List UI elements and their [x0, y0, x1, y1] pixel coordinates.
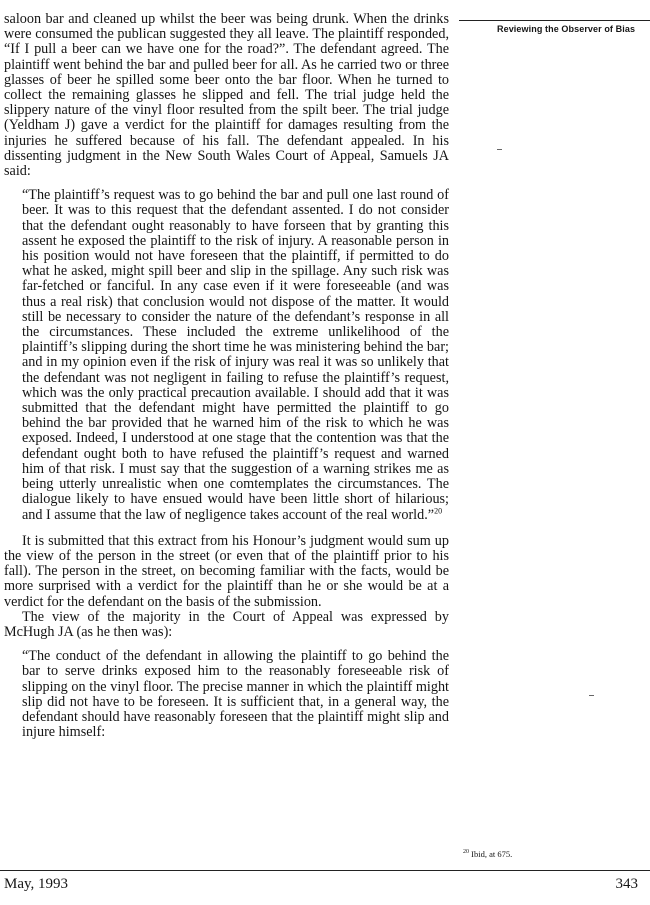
page-number: 343: [615, 876, 638, 892]
footer-rule: [0, 870, 650, 871]
margin-mark: [497, 149, 502, 150]
running-head: Reviewing the Observer of Bias: [497, 24, 636, 34]
body-text: [4, 12, 449, 740]
paragraph-submission: It is submitted that this extract from his Honour’s judgment would sum up the view of the person in the street (or even that of the plaintiff prior to his fall). The person in the street, on becoming familiar with the facts, would be more surprised with a verdict for the plaintiff than he or she would be at a verdict for the defendant on the basis of the submission.: [4, 532, 449, 610]
paragraph-case-facts: saloon bar and cleaned up whilst the beer was being drunk. When the drinks were consumed the publican suggested they all leave. The plaintiff responded, “If I pull a beer can we have one for the road?”. The defendant agreed. The plaintiff went behind the bar and pulled beer for all. As he carried two or three glasses of beer he spilled some beer onto the bar floor. When he turned to collect the remaining glasses he slipped and fell. The trial judge held the slippery nature of the vinyl floor resulted from the spilt beer. The trial judge (Yeldham J) gave a verdict for the plaintiff for damages resulting from the injuries he suffered because of his fall. The defendant appealed. In his dissenting judgment in the New South Wales Court of Appeal, Samuels JA said:: [4, 11, 449, 180]
header-rule: [459, 20, 650, 21]
footer-date: May, 1993: [4, 876, 69, 892]
footnote-reference[interactable]: 20: [434, 505, 443, 515]
footnote-text: Ibid, at 675.: [471, 849, 513, 859]
footnote: [463, 849, 512, 859]
margin-mark: [589, 695, 594, 696]
block-quote-mchugh: “The conduct of the defendant in allowing the plaintiff to go behind the bar to serve drinks exposed him to the reasonably foreseeable risk of slipping on the vinyl floor. The precise manner in which the plaintiff might slip did not have to be foreseen. It is sufficient that, in a general way, the defendant should have reasonably foreseen that the plaintiff might slip and injure himself:: [22, 648, 449, 741]
footnote-number: 20: [463, 849, 469, 856]
paragraph-majority-view: The view of the majority in the Court of Appeal was expressed by McHugh JA (as he then was):: [4, 608, 449, 640]
block-quote-samuels: [22, 188, 449, 522]
quote-text: “The plaintiff’s request was to go behind the bar and pull one last round of beer. It was to this request that the defendant assented. I do not consider that the defendant ought reasonably to have forseen that by granting this assent he exposed the plaintiff to the risk of injury. A reasonable person in his position would not have foreseen that the plaintiff, if permitted to do what he asked, might spill beer and slip in the spillage. Any such risk was far-fetched or fanciful. In any case even if it were foreseeable (and was thus a real risk) that conclusion would not dispose of the matter. It would still be necessary to consider the nature of the defendant’s response in all the circumstances. These included the extreme unlikelihood of the plaintiff’s slipping during the short time he was ministering behind the bar; and in my opinion even if the risk of injury was real it was so unlikely that the defendant was not negligent in failing to refuse the plaintiff’s request, which was the only practical precaution available. I should add that it was submitted that the defendant might have permitted the plaintiff to go behind the bar provided that he warned him of the risk to which he was exposed. Indeed, I understood at one stage that the contention was that the defendant ought both to have refused the plaintiff’s request and warned him of that risk. I must say that the suggestion of a warning strikes me as being utterly unrealistic when one comtemplates the circumstances. The dialogue likely to have ensued would have been little short of hilarious; and I assume that the law of negligence takes account of the real world.”: [22, 187, 449, 523]
